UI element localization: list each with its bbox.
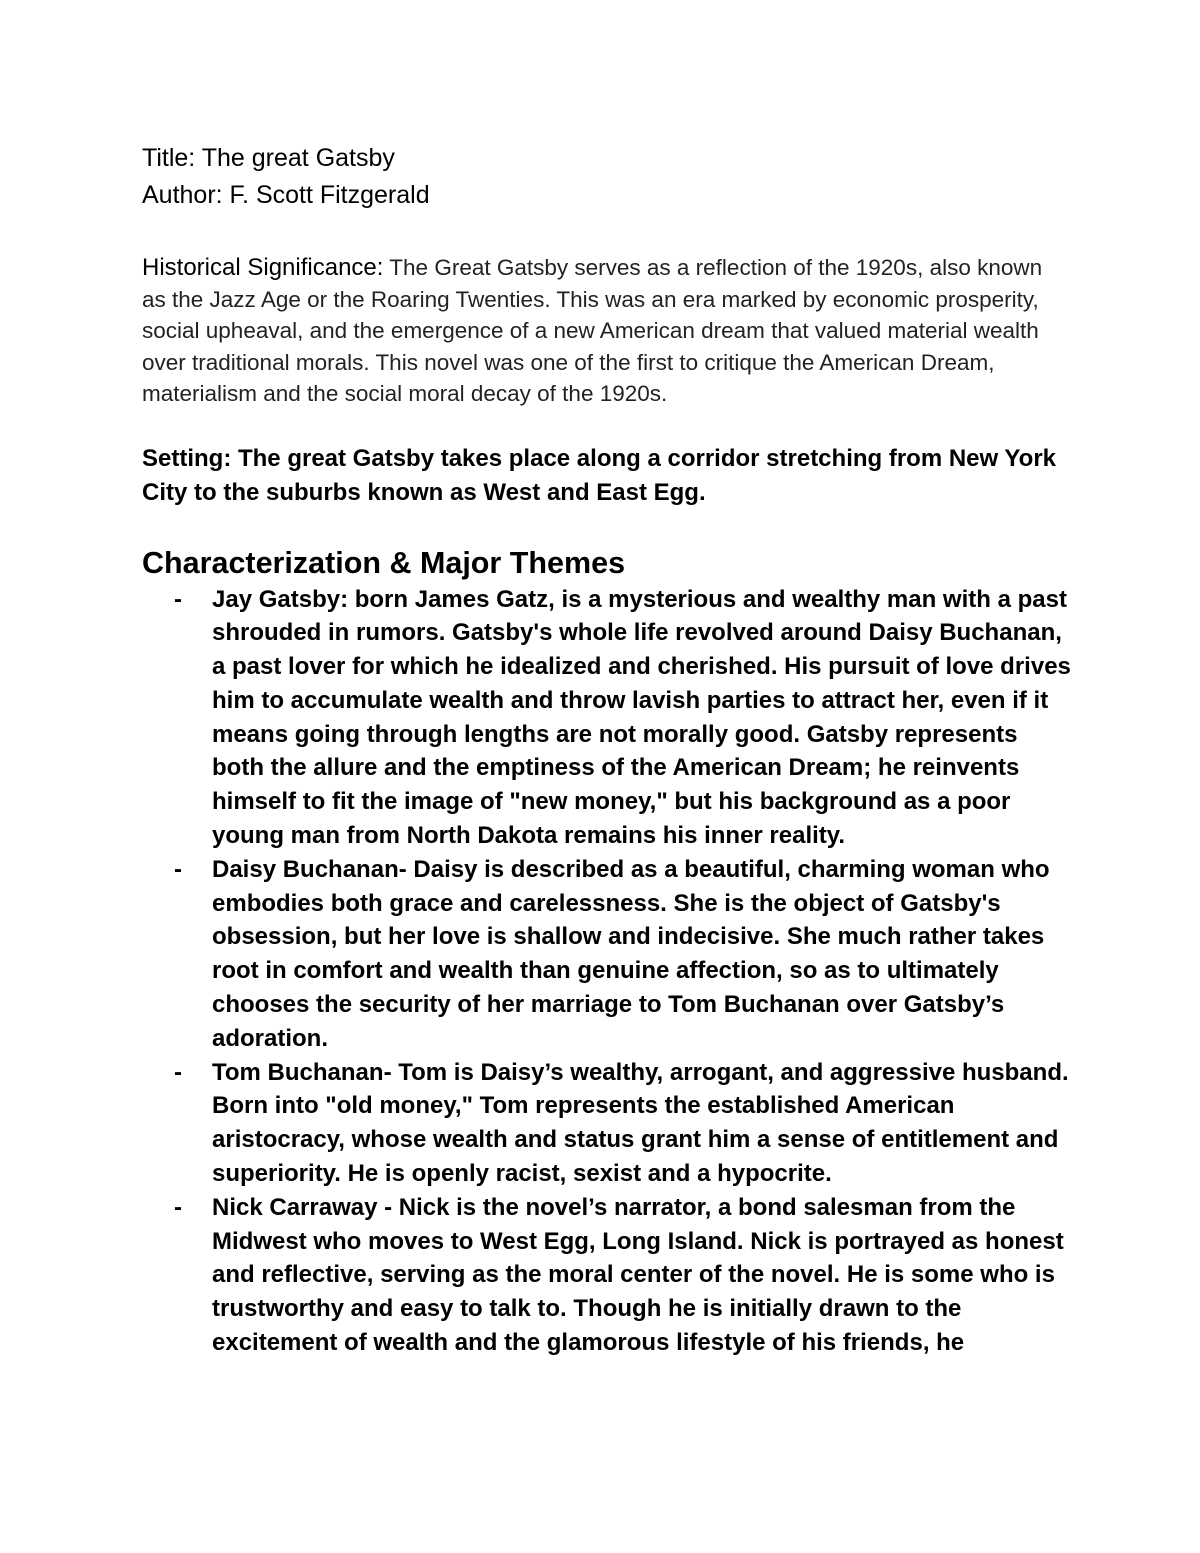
author-line: Author: F. Scott Fitzgerald [142,181,430,209]
list-item-text: Daisy Buchanan- Daisy is described as a beautiful, charming woman who embodies both grace and carelessness. She is the object of Gatsby's obsession, but her love is shallow and indecisive. She much rather takes root in comfort and wealth than genuine affection, so as to ultimately chooses the security of her marriage to Tom Buchanan over Gatsby’s adoration. [212,855,1050,1052]
list-item [142,1056,1072,1191]
list-item-text: Jay Gatsby: born James Gatz, is a mysterious and wealthy man with a past shrouded in rumors. Gatsby's whole life revolved around Daisy Buchanan, a past lover for which he idealized and cherished. His pursuit of love drives him to accumulate wealth and throw lavish parties to attract her, even if it means going through lengths are not morally good. Gatsby represents both the allure and the emptiness of the American Dream; he reinvents himself to fit the image of "new money," but his background as a poor young man from North Dakota remains his inner reality. [212,585,1071,850]
bullet-dash: - [174,585,182,613]
bullet-dash: - [174,1193,182,1221]
characterization-heading: Characterization & Major Themes [142,545,626,580]
bullet-dash: - [174,855,182,883]
title-line: Title: The great Gatsby [142,144,395,172]
historical-significance-text: The Great Gatsby serves as a reflection of the 1920s, also known as the Jazz Age or the Roaring Twenties. This was an era marked by economic prosperity, social upheaval, and the emergence of a new American dream that valued material wealth over traditional morals. This novel was one of the first to critique the American Dream, materialism and the social moral decay of the 1920s. [142,255,1043,406]
list-item-text: Nick Carraway - Nick is the novel’s narrator, a bond salesman from the Midwest who moves to West Egg, Long Island. Nick is portrayed as honest and reflective, serving as the moral center of the novel. He is some who is trustworthy and easy to talk to. Though he is initially drawn to the excitement of wealth and the glamorous lifestyle of his friends, he [212,1193,1064,1357]
bullet-dash: - [174,1058,182,1086]
list-item [142,1191,1072,1360]
document-body [142,140,1072,1360]
list-item-text: Tom Buchanan- Tom is Daisy’s wealthy, arrogant, and aggressive husband. Born into "old money," Tom represents the established American aristocracy, whose wealth and status grant him a sense of entitlement and superiority. He is openly racist, sexist and a hypocrite. [212,1058,1069,1188]
historical-significance-label: Historical Significance: [142,254,384,281]
list-item [142,853,1072,1056]
list-item [142,583,1072,853]
historical-significance-paragraph [142,252,1072,410]
setting-paragraph: Setting: The great Gatsby takes place along a corridor stretching from New York City to the suburbs known as West and East Egg. [142,444,1057,506]
characterization-list [142,583,1072,1360]
